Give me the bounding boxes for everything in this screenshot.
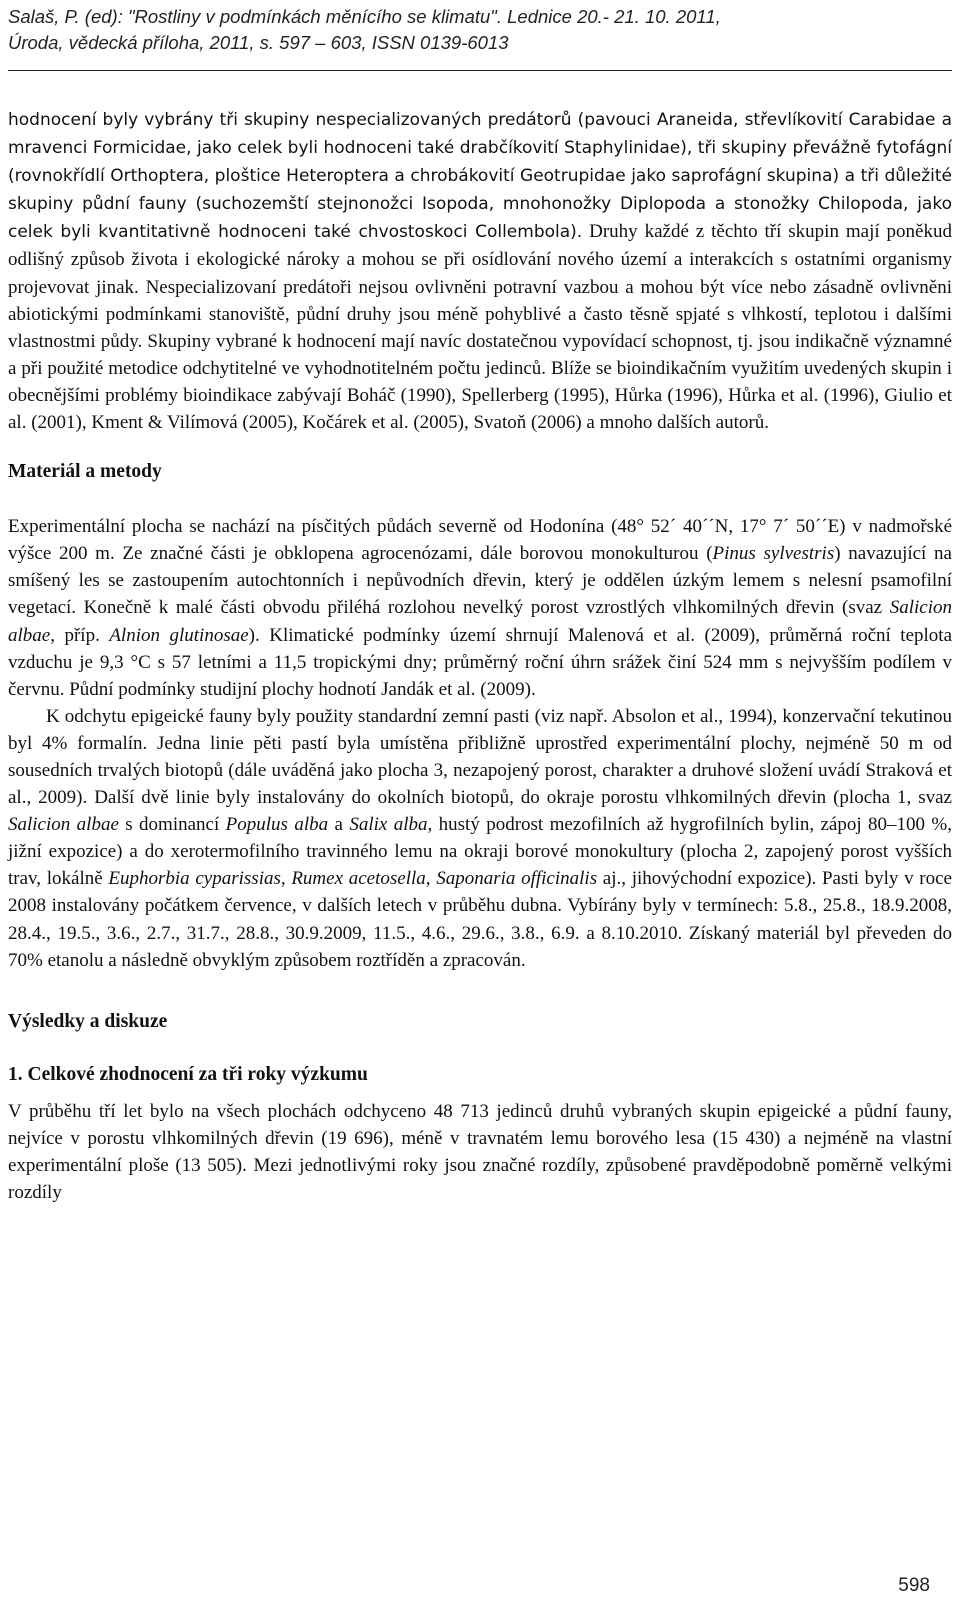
header-citation-line-2: Úroda, vědecká příloha, 2011, s. 597 – 603, ISSN 0139-6013	[8, 32, 509, 53]
paragraph-introduction	[8, 106, 952, 436]
species-name: Salicion albae	[8, 597, 952, 646]
species-name: Rumex acetosella	[291, 868, 426, 890]
subsection-heading-overall: 1. Celkové zhodnocení za tři roky výzkumu	[8, 1063, 368, 1085]
page-number: 598	[898, 1575, 930, 1596]
species-name: Populus alba	[225, 814, 329, 836]
paragraph-introduction-part-a: hodnocení byly vybrány tři skupiny nespecializovaných predátorů (pavouci Araneida, střevlíkovití Carabidae a mravenci Formicidae, jako celek byli hodnoceni také drabčíkovití Staphylinidae), tři skupiny převážně fytofágní (rovnokřídlí Orthoptera, ploštice Heteroptera a chrobákovití Geotrupidae jako saprofágní skupina) a tři důležité skupiny půdní fauny (suchozemští stejnonožci Isopoda, mnohonožky Diplopoda a stonožky Chilopoda, jako celek byli kvantitativně hodnoceni také chvostoskoci Collembola).	[8, 110, 952, 243]
paragraph-study-site: Experimentální plocha se nachází na písčitých půdách severně od Hodonína (48° 52´ 40´´N, 17° 7´ 50´´E) v nadmořské výšce 200 m. Ze značné části je obklopena agrocenózami, dále borovou monokulturou (Pinus sylvestris) navazující na smíšený les se zastoupením autochtonních i nepůvodních dřevin, který je oddělen úzkým lemem s nelesní psamofilní vegetací. Konečně k malé části obvodu přiléhá rozlohou nevelký porost vzrostlých vlhkomilných dřevin (svaz Salicion albae, příp. Alnion glutinosae). Klimatické podmínky území shrnují Malenová et al. (2009), průměrná roční teplota vzduchu je 9,3 °C s 57 letními a 11,5 tropickými dny; průměrný roční úhrn srážek činí 524 mm s nejvyšším podílem v červnu. Půdní podmínky studijní plochy hodnotí Jandák et al. (2009).	[8, 516, 952, 700]
species-name: Alnion glutinosae	[109, 624, 249, 646]
running-header	[8, 4, 952, 56]
section-heading-results: Výsledky a diskuze	[8, 1010, 168, 1032]
header-citation-line-1: Salaš, P. (ed): "Rostliny v podmínkách měnícího se klimatu". Lednice 20.- 21. 10. 2011,	[8, 6, 721, 27]
species-name: Pinus sylvestris	[712, 543, 835, 565]
section-heading-methods: Materiál a metody	[8, 461, 162, 483]
paragraph-results-overall: V průběhu tří let bylo na všech plochách odchyceno 48 713 jedinců druhů vybraných skupin epigeické a půdní fauny, nejvíce v porostu vlhkomilných dřevin (19 696), méně v travnatém lemu borového lesa (15 430) a nejméně na vlastní experimentální ploše (13 505). Mezi jednotlivými roky jsou značné rozdíly, způsobené pravděpodobně poměrně velkými rozdíly	[8, 1100, 952, 1203]
article-body	[8, 106, 952, 1206]
species-name: Salix alba	[349, 814, 428, 836]
paragraph-introduction-part-b: Druhy každé z těchto tří skupin mají poněkud odlišný způsob života i ekologické nároky a mohou se při osídlování nového území a interakcích s ostatními organismy projevovat jinak. Nespecializovaní predátoři nejsou ovlivněni potravní vazbou a mohou být více nebo zásadně ovlivněni abiotickými podmínkami stanoviště, půdní druhy jsou méně pohyblivé a často těsně spjaté s vlhkostí, teplotou i dalšími vlastnostmi půdy. Skupiny vybrané k hodnocení mají navíc dostatečnou vypovídací schopnost, tj. jsou indikačně významné a při použité metodice odchytitelné ve vyhodnotitelném počtu jedinců. Blíže se bioindikačním využitím uvedených skupin i obecnějšími problémy bioindikace zabývají Boháč (1990), Spellerberg (1995), Hůrka (1996), Hůrka et al. (1996), Giulio et al. (2001), Kment & Vilímová (2005), Kočárek et al. (2005), Svatoň (2006) a mnoho dalších autorů.	[8, 221, 952, 434]
paragraph-sampling-methods: K odchytu epigeické fauny byly použity standardní zemní pasti (viz např. Absolon et al., 1994), konzervační tekutinou byl 4% formalín. Jedna linie pěti pastí byla umístěna přibližně uprostřed experimentální plochy, nejméně 50 m od sousedních trvalých biotopů (dále uváděná jako plocha 3, nezapojený porost, charakter a druhové složení uvádí Straková et al., 2009). Další dvě linie byly instalovány do okolních biotopů, do okraje porostu vlhkomilných dřevin (plocha 1, svaz Salicion albae s dominancí Populus alba a Salix alba, hustý podrost mezofilních až hygrofilních bylin, zápoj 80–100 %, jižní expozice) a do xerotermofilního travinného lemu na okraji borové monokultury (plocha 2, zapojený porost vyšších trav, lokálně Euphorbia cyparissias, Rumex acetosella, Saponaria officinalis aj., jihovýchodní expozice). Pasti byly v roce 2008 instalovány počátkem července, v dalších letech v průběhu dubna. Vybírány byly v termínech: 5.8., 25.8., 18.9.2008, 28.4., 19.5., 3.6., 2.7., 31.7., 28.8., 30.9.2009, 11.5., 4.6., 29.6., 3.8., 6.9. a 8.10.2010. Získaný materiál byl převeden do 70% etanolu a následně obvyklým způsobem roztříděn a zpracován.	[8, 705, 952, 971]
species-name: Saponaria officinalis	[436, 868, 598, 890]
header-divider	[8, 70, 952, 71]
species-name: Salicion albae	[8, 814, 119, 836]
species-name: Euphorbia cyparissias	[108, 868, 281, 890]
